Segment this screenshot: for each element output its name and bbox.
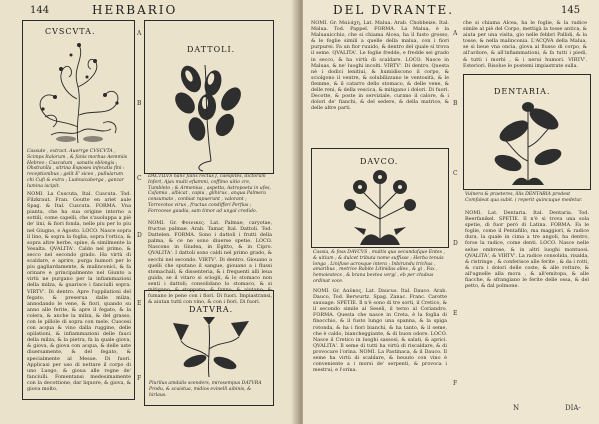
margin-letter: E: [137, 300, 142, 307]
margin-letter: B: [137, 100, 142, 107]
malua-continuation: che si chiama Alcea, ha le foglie, & la radice simile al piè del Corpo, mettigà la tosse antica, & aiuta per una visita, gio nelle febbri Pallidi, & la tosse, & nella malinconia. L'ACQVA della Malua, se si beue vna oncia, giova al flusso di corpo, & all'ardore, & all'infiammationi, & fa tutti i piedi, & tutti i morbi , & i nerui humori. VIRTV'. Esteriori. Risolue le postemi impiastrate sulla.: [463, 20, 587, 69]
dattoli-box: [144, 20, 274, 174]
plant-title: DAVCO.: [360, 157, 399, 166]
margin-letter: C: [453, 170, 458, 177]
datura-caption: Plurilus amdalis scenders, mirosempus DATVRA Produ, & scuistua, midios evinelli aibinis, & hirlaus.: [149, 381, 262, 398]
running-head: HERBARIO: [92, 3, 178, 17]
dentaria-box: [463, 74, 591, 190]
margin-letter: C: [137, 175, 142, 182]
dauco-box: [311, 148, 449, 248]
dauco-woodcut: [330, 169, 430, 247]
margin-letter: D: [453, 240, 458, 247]
datura-box: [144, 290, 274, 406]
margin-letter: F: [137, 375, 142, 382]
plant-title: DENTARIA.: [494, 87, 551, 96]
margin-letter: A: [453, 30, 458, 37]
plant-caption: Cassute , extract. Auerrge CVSCVTA , Scimps Italorum , & fanis morbus Aemmiis Hebreo ; Cuscutum , sanatis oblongis ; Ohstranlla , sitrina Esposes infecatis fini : receptionibus ; gelit E' siceo , pullularum chi Cufi & extra ; Ludouicaberga , ganzar lumina iscipit.: [27, 149, 128, 189]
page-number: 145: [561, 5, 581, 16]
dattoli-caption: DACTILVS hanc fallis rectus ſ, caespites, dictorum Infert, Ajax multi eflammi, coffimo uitio cre, Tumbleto ; & Armenius , aspetta, Astropoeta in ufes, Cafamia , albicat , capiu , glihirus , anqua Palmera consumato , conbiat rapuerunt , valorant ; Torrecotos virus , fructus condifferi Perfius ; Forrocese gaudia, sam timor ad ungal credido.: [148, 174, 271, 214]
margin-letter: B: [453, 100, 458, 107]
margin-letter: E: [453, 310, 458, 317]
page-number: 144: [30, 5, 50, 16]
plant-title: CVSCVTA.: [45, 27, 96, 36]
running-head: DEL DVRANTE.: [333, 3, 455, 17]
dauco-caption: Cassia, & foss DAVCVS , multis qua secundafque Entes , & uitium ; & dulcet tributa nome suffisse ; Herba tenuis longa , Linifuse acrosque intera ; Inbirundu trichus , amaribus , metrice Rabite Litinidas alles , & gi , Fax , hemoiestecs , & brana bevtea vergi , eb per chubus ordinat voce.: [313, 250, 445, 284]
malua-description: NOMI. Gr. Μαλάχη, Lat. Malua. Arab. Chobbeize. Ital. Malua. Tod. Pappel. FORMA. La Malua, è la Maluauicchio, che si chiama Alcea, ha il fusto grosso, & le foglie simili a quelle della malua, con i fiori purpurei. Fa un fior ruuido, & dentro del quale si trova il seme. QVALITA'. Le foglie fredde, e fredde sei grado in secco, & ha virtù di scaldare. LOCO. Nasce in Maluas, & ne' luoghi incolti. VIRTV'. Di dentro. Questa nè i dodici lenitiui, & humidiscono il corpo, & sciolgono il ventre, & solubilizzano le ventosità, & le flemme, & il catarro dello stomaco, & delle vene, & delle reni, & della vescica, & mitigano i dolori. Di fuori. Decotte, & poste in serviziale, curano il calore, & i dolori de' fianchi, & del sedere, & della matrice, & delle altre parti.: [311, 20, 449, 112]
catchword: DIA-: [565, 404, 581, 412]
plant-title: DATTOLI.: [187, 45, 236, 54]
left-page: [0, 0, 296, 424]
dentaria-woodcut: [478, 101, 578, 187]
dattoli-woodcut: [155, 57, 265, 175]
cuscuta-woodcut: [31, 39, 126, 147]
dauco-description: NOMI. Gr. Δαῦκος, Lat. Daucus. Ital. Dauco. Arab. Dauco, Tod. Berwurtz. Spag. Zanac. Franc. Carotte sauuage. SPETIE. Il n'è sono di tre sorti, il Cretico, & il secondo simile al Seseli, il terzo al Coriandro. FORMA. Questa che nasce in Creta, è la foglia di finocchio, & il fusto lungo una spanna, & la spiga rotonda, & ha i fiori bianchi, & ha tanto, & il seme, che è caldo, biancheggiante, & di buon odore. LOCO. Nasce il Cretico in luoghi sassosi, & salati, & aprici. QVALITA'. Il seme di tutti ha virtù di riscaldare, & di provocare l'orina. NOMI. La Pastinaca, & il Dauco. Il seme ha virtù di scaldare, & beuuto con vino è conveniente a i morsi de' serpenti, & provoca i mestrui, e l'orina.: [313, 288, 447, 374]
plant-title: DATVRA.: [189, 305, 234, 314]
dentaria-description: NOMI. Lat. Dentaria. Ital. Dentaria. Tod. Beerfanikel. SPETIE. Il n'è si trova una sola spetie, di fuor però di Latina. FORMA. Fa le foglie, come il Pentafillo, ma maggiori, & radice dura, la quale in cima a tre angoli, ha dentro, forse la radice, come denti. LOCO. Nasce nelle selue ombrose, & in altri luoghi montuosi. QVALITA', & VIRTV'. La radice consolida, risalda, & ristringe , & conferisce alle ferite , & da i rotti, & cura i dolori delle coste, & alle rotture, & all'ugnelle alla mora , & all'emitopa, & alle fiacche, & sfrangiano le ferite delle ossa, & del petto, & dal polmone.: [465, 210, 589, 290]
dentaria-caption: Vulnera & praeteres, illis DENTARIA prodest Comfaleat qua subit. ( reperit quincuque medetur.: [465, 192, 583, 203]
margin-letter: D: [137, 232, 142, 239]
dattoli-description: NOMI. Gr. Φοινικες. Lat. Palmae, caryotae, fructus palmae. Arab. Tamar, Ital. Dattoli. Tod. Dattelen. FORMA. Sono i dattoli i frutti della palma, & ce ne sono diuerse spetie. LOCO. Nascono in Giudea, in Egitto, & in Cipro. QVALITA'. I dattoli sono caldi nel primo grado, & secchi nel secondo. VIRTV'. Di dentro. Giouano a quelli che sputano il sangue, giouano a i flussi stomachali, & dissenteria, & i frequenti alli leua guida, se il vitaro si sciogli, & lo stomaco non senti i dattoli; consolidano lo stomaco, & si mitigano, & stoppano, & fanno, & aiutano, & fumano le pene con i fiori. Di fuori. Impiastransi, & aiutan tutti con vino, & con i fiori. Di fuori.: [148, 220, 272, 306]
cuscuta-column: [22, 20, 135, 400]
margin-letter: F: [453, 380, 458, 387]
right-page: [303, 0, 599, 424]
plant-description: NOMI. La Cuscuta, Ital. Cuscuta. Tod. Filzkraut. Fran. Goutte en ariet aule Spag. & Ital. Cuscuta. FORMA. Vna pianta, che ha sua origine intorno a sottili, come capelli, che s'auoluppa a piè de' lini, & fiori fonda, nelle piu per lo piu nel Giugno, e Agosto. LOCO. Nasce sopra il lino, & sopra la foglia, sopra l'ortica, & sopra altre herbe, spine, & similmente la Vesalta. QVALITA'. Caldo nel primo, & secco nel secondo grado. Ha virtù di scaldare, e aprire, purga humori per lo piu gagliardamente, & malinconici, & fa orinare e principalmente nel Giunto a virtù ne purgano per la infiammazioni della milza, & guarisce i fanciulli sopra. VIRTV'. Di dentro. Apre l'oppilationi del fegato, & preserua dalle milza, annodando le vene, & fiori, quando su anno alle ferite, & apre il fegato, & la colera, & anche la milza, & del grasso, con le pillole di sopra con mele. Cuocesi con acqua & vino dalla ruggine, delle opilationi, & infiammazioni delle fauci della milza, & la pietra, fa la quale giova, & giova, & giova con acqua, & delle uste diuersamente, & del fegato, & specialmente al Mesue. Di fuori. Applicasi per uso di nettare il corpo di uno Luogo, & gioua alle rogne de' fanciulli. Fomentansi medesimamente con la decottione, dar liquore, & giova, & giova molto.: [27, 191, 131, 392]
signature-mark: N: [513, 404, 520, 412]
datura-woodcut: [159, 317, 259, 379]
margin-letter: A: [137, 30, 142, 37]
